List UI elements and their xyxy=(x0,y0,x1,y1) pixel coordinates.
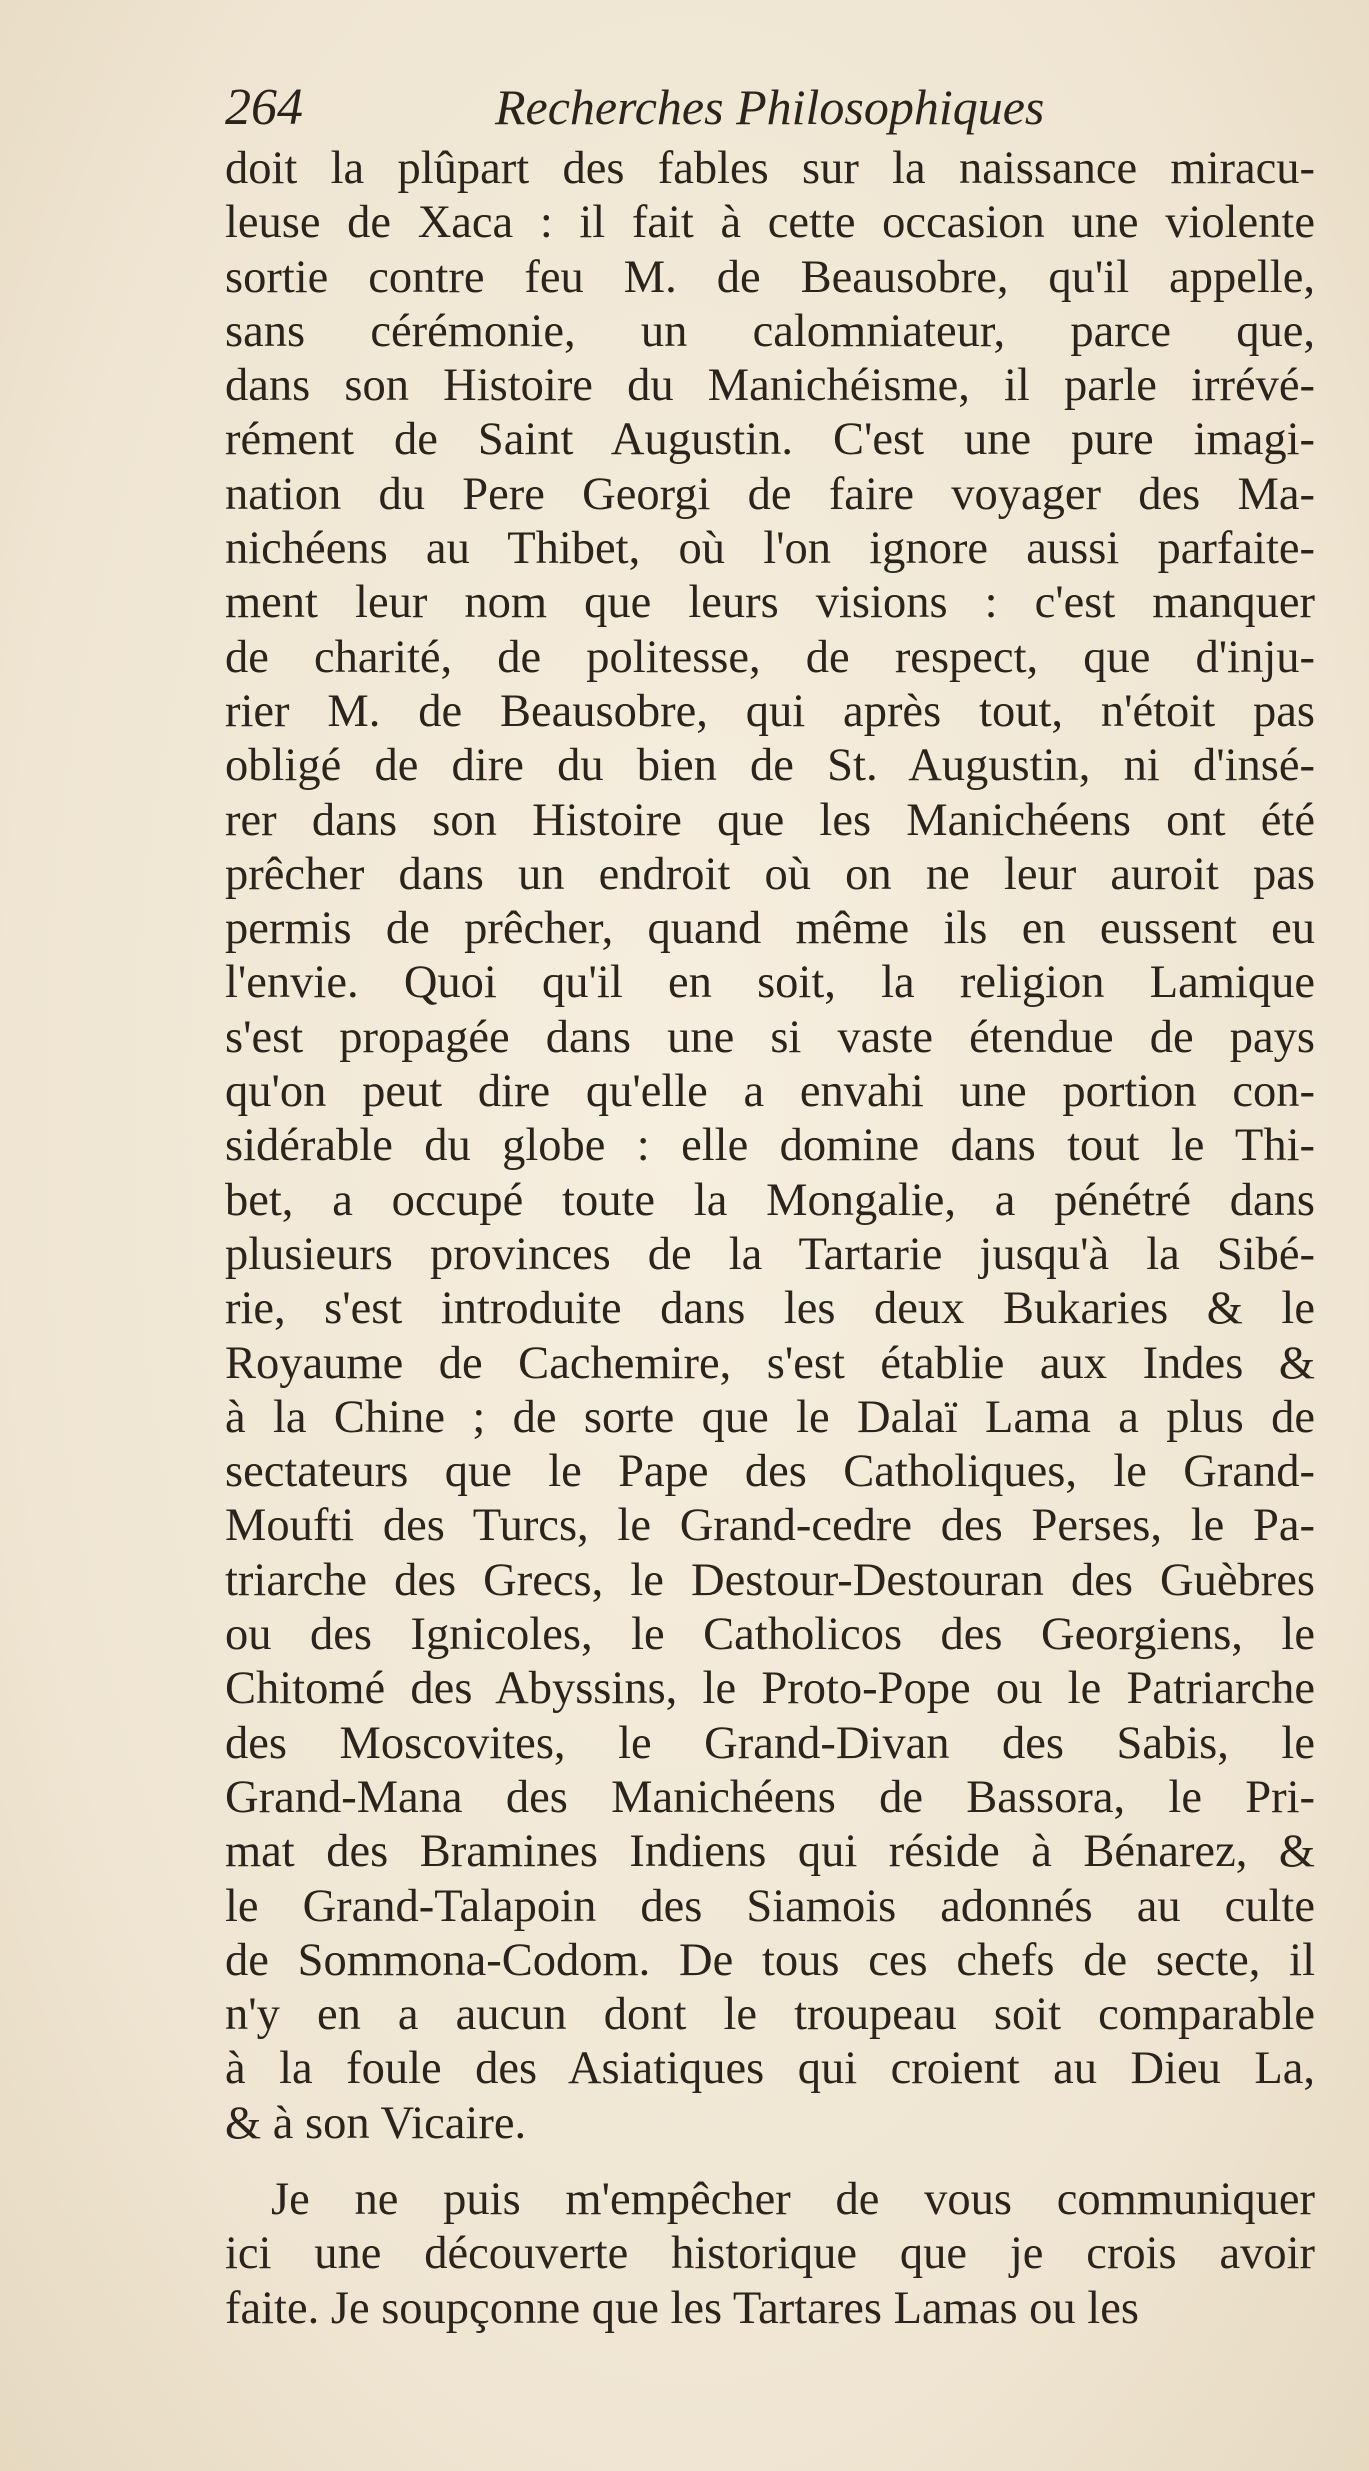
text-line: à la foule des Asiatiques qui croient au Dieu La, xyxy=(225,2043,1315,2095)
text-line: n'y en a aucun dont le troupeau soit comparable xyxy=(225,1989,1315,2041)
text-line: sectateurs que le Pape des Catholiques, le Grand- xyxy=(225,1446,1315,1498)
text-line: bet, a occupé toute la Mongalie, a pénétré dans xyxy=(225,1174,1315,1226)
text-line: qu'on peut dire qu'elle a envahi une portion con- xyxy=(225,1066,1315,1118)
text-line: prêcher dans un endroit où on ne leur auroit pas xyxy=(225,848,1315,900)
text-line: rer dans son Histoire que les Manichéens ont été xyxy=(225,794,1315,846)
text-line: à la Chine ; de sorte que le Dalaï Lama a plus de xyxy=(225,1391,1315,1443)
body-text xyxy=(225,142,1315,2336)
text-line: leuse de Xaca : il fait à cette occasion une violente xyxy=(225,197,1315,249)
text-line: ou des Ignicoles, le Catholicos des Georgiens, le xyxy=(225,1609,1315,1661)
text-line: triarche des Grecs, le Destour-Destouran des Guèbres xyxy=(225,1554,1315,1606)
text-line: faite. Je soupçonne que les Tartares Lamas ou les xyxy=(225,2282,1139,2334)
text-line: & à son Vicaire. xyxy=(225,2097,527,2149)
text-line: sidérable du globe : elle domine dans tout le Thi- xyxy=(225,1120,1315,1172)
page-number: 264 xyxy=(225,79,303,136)
text-line: nation du Pere Georgi de faire voyager des Ma- xyxy=(225,468,1315,520)
text-line: rément de Saint Augustin. C'est une pure imagi- xyxy=(225,414,1315,466)
text-line: plusieurs provinces de la Tartarie jusqu'à la Sibé- xyxy=(225,1228,1315,1280)
text-line: permis de prêcher, quand même ils en eussent eu xyxy=(225,903,1315,955)
text-line: de charité, de politesse, de respect, que d'inju- xyxy=(225,631,1315,683)
text-line: nichéens au Thibet, où l'on ignore aussi parfaite- xyxy=(225,523,1315,575)
text-line: dans son Histoire du Manichéisme, il parle irrévé- xyxy=(225,360,1315,412)
text-line: mat des Bramines Indiens qui réside à Bénarez, & xyxy=(225,1826,1315,1878)
text-line: rie, s'est introduite dans les deux Bukaries & le xyxy=(225,1283,1315,1335)
paragraph-1 xyxy=(225,142,1315,2151)
text-line: de Sommona-Codom. De tous ces chefs de secte, il xyxy=(225,1934,1315,1986)
text-line: rier M. de Beausobre, qui après tout, n'étoit pas xyxy=(225,685,1315,737)
text-line: obligé de dire du bien de St. Augustin, ni d'insé- xyxy=(225,740,1315,792)
text-line: l'envie. Quoi qu'il en soit, la religion Lamique xyxy=(225,957,1315,1009)
text-line: ment leur nom que leurs visions : c'est manquer xyxy=(225,577,1315,629)
text-line: Royaume de Cachemire, s'est établie aux Indes & xyxy=(225,1337,1315,1389)
text-line: des Moscovites, le Grand-Divan des Sabis, le xyxy=(225,1717,1315,1769)
text-line: Grand-Mana des Manichéens de Bassora, le Pri- xyxy=(225,1771,1315,1823)
text-line: sans cérémonie, un calomniateur, parce que, xyxy=(225,305,1315,357)
text-line: Je ne puis m'empêcher de vous communiquer xyxy=(271,2173,1315,2225)
paragraph-gap xyxy=(225,2151,1315,2173)
text-line: ici une découverte historique que je crois avoir xyxy=(225,2228,1315,2280)
paragraph-2 xyxy=(225,2173,1315,2336)
text-line: Moufti des Turcs, le Grand-cedre des Perses, le Pa- xyxy=(225,1500,1315,1552)
text-line: Chitomé des Abyssins, le Proto-Pope ou le Patriarche xyxy=(225,1663,1315,1715)
page-header xyxy=(225,78,1285,148)
text-line: s'est propagée dans une si vaste étendue de pays xyxy=(225,1011,1315,1063)
text-line: doit la plûpart des fables sur la naissance miracu- xyxy=(225,143,1315,194)
running-title: Recherches Philosophiques xyxy=(495,79,1045,135)
text-line: sortie contre feu M. de Beausobre, qu'il appelle, xyxy=(225,251,1315,303)
text-line: le Grand-Talapoin des Siamois adonnés au culte xyxy=(225,1880,1315,1932)
